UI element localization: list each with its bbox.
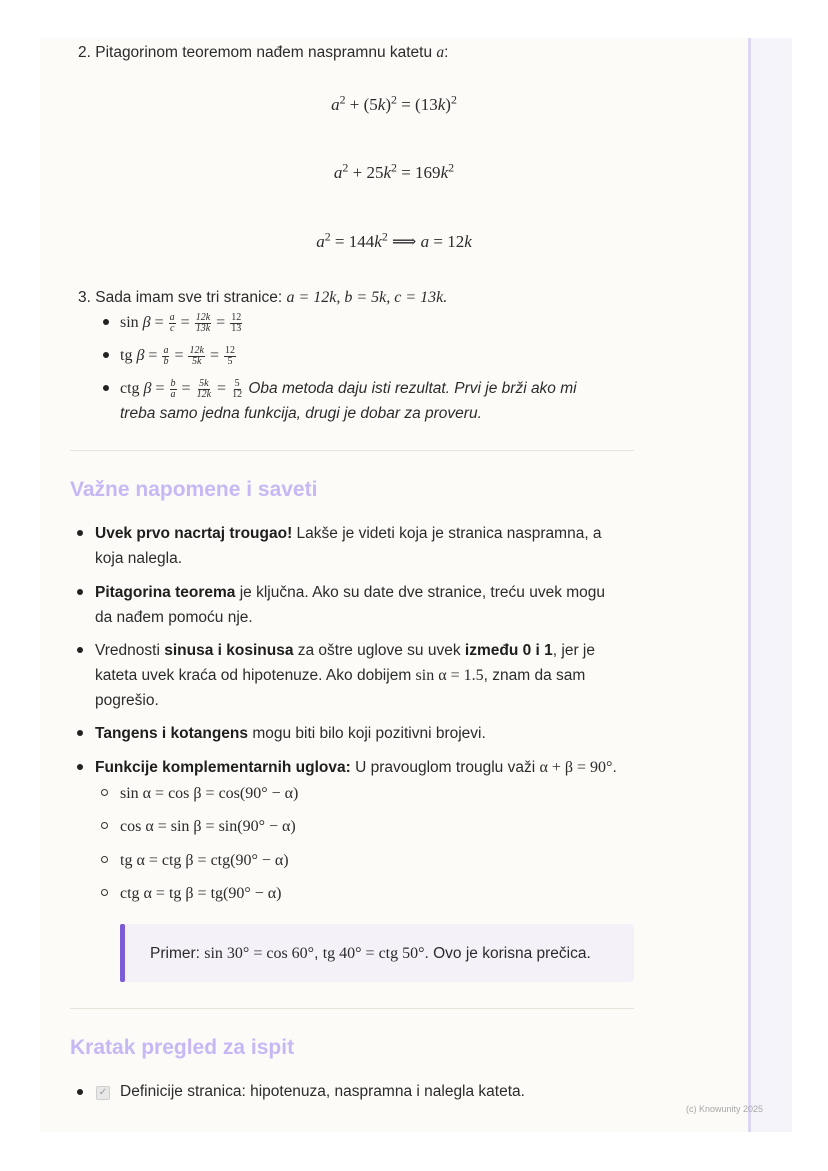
identity-1: sin α = cos β = cos(90° − α)	[120, 785, 299, 802]
bullet-dot	[77, 647, 83, 653]
tip-3-bold-2: između 0 i 1	[464, 642, 553, 659]
tip-2-line-1	[95, 580, 605, 605]
callout-text	[150, 941, 591, 966]
step-2-colon: :	[444, 44, 449, 61]
tip-3-line2-pre: kateta uvek kraća od hipotenuze. Ako dobijem	[95, 667, 416, 684]
section-heading-review: Kratak pregled za ispit	[70, 1036, 295, 1059]
tip-3-line-1	[95, 638, 595, 663]
identity-3: tg α = ctg β = ctg(90° − α)	[120, 852, 289, 869]
sin-var: β	[142, 314, 151, 331]
note-line-2: treba samo jedna funkcija, drugi je dobar za proveru.	[120, 405, 482, 422]
eq1-k: k	[377, 95, 386, 114]
step-2-label	[78, 40, 448, 65]
step-3-text: 3. Sada imam sve tri stranice:	[78, 289, 283, 306]
tip-3-math: sin α = 1.5	[415, 667, 484, 684]
frac-den: 5	[227, 355, 233, 367]
tip-2-rest: je ključna. Ako su date dve stranice, treću uvek mogu	[235, 584, 606, 601]
section-heading-tips: Važne napomene i saveti	[70, 478, 318, 501]
tip-5-end: .	[612, 759, 617, 776]
eq1-a: a	[331, 95, 340, 114]
tip-3-mid: za oštre uglove su uvek	[293, 642, 465, 659]
identity-4: ctg α = tg β = tg(90° − α)	[120, 885, 282, 902]
step-2-var: a	[436, 44, 445, 61]
step-3-sides: a = 12k, b = 5k, c = 13k.	[286, 289, 448, 306]
bullet-dot	[77, 730, 83, 736]
frac-num: 12k	[195, 311, 211, 323]
tip-3-line2-post: , znam da sam	[483, 667, 586, 684]
eq1-end: )	[445, 95, 451, 114]
identity-2: cos α = sin β = sin(90° − α)	[120, 818, 296, 835]
eq2-mid: + 25	[348, 163, 384, 182]
note-line-1: Oba metoda daju isti rezultat. Prvi je brži ako mi	[248, 380, 577, 397]
circle-bullet	[101, 789, 108, 796]
review-item-1: Definicije stranica: hipotenuza, naspramna i nalegla kateta.	[120, 1083, 525, 1100]
eq2-k2: k	[440, 163, 449, 182]
eq1-eq: = (13	[396, 95, 438, 114]
frac-den: a	[170, 388, 176, 400]
tip-1-rest: Lakše je videti koja je stranica naspramna, a	[292, 525, 602, 542]
eq3-k2: k	[464, 232, 472, 251]
tip-1-bold: Uvek prvo nacrtaj trougao!	[95, 525, 293, 542]
callout-comma: ,	[314, 945, 323, 962]
bullet-dot	[77, 764, 83, 770]
callout-accent-bar	[120, 924, 125, 982]
eq1-k2: k	[437, 95, 446, 114]
callout-post: . Ovo je korisna prečica.	[424, 945, 591, 962]
eq3-mid: = 144	[330, 232, 375, 251]
eq2-eq: = 169	[396, 163, 441, 182]
example-callout	[120, 924, 634, 982]
tip-5-math: α + β = 90°	[539, 759, 613, 776]
eq3-a: a	[316, 232, 325, 251]
tip-2-line-2: da nađem pomoću nje.	[95, 609, 253, 626]
tip-1-line-1	[95, 521, 602, 546]
tip-2-bold: Pitagorina teorema	[95, 584, 236, 601]
ctg-var: β	[143, 380, 152, 397]
eq3-k: k	[374, 232, 382, 251]
ctg-fn: ctg	[120, 380, 140, 397]
document-content: 2. Pitagorinom teoremom nađem naspramnu katetu a: $a^2 + (5k)^2 = (13k)^2$ $a^2 + 25k^2 = 169k^2$ $a^2 = 144k^2$ ⟹ a = 12k 3. Sada imam sve tri stranice: a = 12k, b = 5k, c = 13k. sin β = $\frac{a}{c}$ = $\frac{12k}{13k}$ = $\frac{12}{13}$ tg β = $\frac{a}{b}$ = $\frac{12k}{5k}$ = $\frac{12}{5}$ ctg β = $\frac{b}{a}$ = $\frac{5k}{12k}$ = $\frac{5}{12}$ Oba metoda daju isti rezultat. Prvi je brži ako mi treba samo jedna funkcija, drugi je dobar za proveru. Važne napomene i saveti Uvek prvo nacrtaj trougao! Lakše je videti koja je stranica naspramna, a koja nalegla. Pitagorina teorema je ključna. Ako su date dve stranice, treću uvek mogu da nađem pomoću nje. Vrednosti sinusa i kosinusa za oštre uglove su uvek između 0 i 1, jer je kateta uvek kraća od hipotenuze. Ako dobijem sin α = 1.5, znam da sam pogrešio. Tangens i kotangens mogu biti bilo koji pozitivni brojevi. Funkcije komplementarnih uglova: U pravouglom trouglu važi α + β = 90°. sin α = cos β = cos(90° − α) cos α = sin β = sin(90° − α) tg α = ctg β = ctg(90° − α) ctg α = tg β = tg(90° − α) Primer: sin 30° = cos 60°, tg 40° = ctg 50°. Ovo je korisna prečica. Kratak pregled za ispit ✓ Definicije stranica: hipotenuza, naspramna i nalegla kateta. (c) Knowunity 2025	[0, 0, 828, 1171]
eq3-eq: = 12	[429, 232, 465, 251]
frac-den: 13	[231, 322, 242, 334]
eq1-plus: + (5	[345, 95, 378, 114]
callout-math-1: sin 30° = cos 60°	[204, 945, 315, 962]
copyright-footer: (c) Knowunity 2025	[686, 1104, 764, 1114]
bullet-dot	[77, 1089, 83, 1095]
bullet-dot	[103, 319, 109, 325]
frac-num: 5k	[199, 377, 209, 389]
frac-num: a	[163, 344, 169, 356]
eq3-arrow: ⟹	[387, 232, 421, 251]
sin-fn: sin	[120, 314, 139, 331]
frac-den: 5k	[191, 355, 202, 367]
eq1-rparen: )	[385, 95, 392, 114]
tip-3-post: , jer je	[552, 642, 595, 659]
checkbox-checked-icon[interactable]: ✓	[96, 1086, 110, 1100]
tip-5-rest: U pravouglom trouglu važi	[350, 759, 540, 776]
bullet-dot	[103, 352, 109, 358]
sin-beta-formula: sin β = $\frac{a}{c}$ = $\frac{12k}{13k}$ = $\frac{12}{13}$	[120, 311, 242, 334]
circle-bullet	[101, 889, 108, 896]
step-2-text: 2. Pitagorinom teoremom nađem naspramnu katetu	[78, 44, 433, 61]
frac-den: 12	[232, 388, 243, 400]
eq3-a2: a	[420, 232, 430, 251]
tip-4	[95, 721, 486, 746]
step-3-label	[78, 285, 447, 310]
tip-3-pre: Vrednosti	[95, 642, 165, 659]
circle-bullet	[101, 822, 108, 829]
frac-den: c	[169, 322, 175, 334]
tg-var: β	[136, 347, 145, 364]
tip-3-line-3: pogrešio.	[95, 692, 159, 709]
tg-beta-formula: tg β = $\frac{a}{b}$ = $\frac{12k}{5k}$ = $\frac{12}{5}$	[120, 344, 235, 367]
tip-3-line-2	[95, 663, 585, 688]
eq2-a: a	[333, 163, 343, 182]
tip-3-bold-1: sinusa i kosinusa	[164, 642, 294, 659]
tip-4-bold: Tangens i kotangens	[95, 725, 249, 742]
circle-bullet	[101, 856, 108, 863]
divider	[70, 450, 634, 451]
tip-1-line-2: koja nalegla.	[95, 550, 183, 567]
tip-5	[95, 755, 617, 780]
callout-pre: Primer:	[150, 945, 205, 962]
tip-5-bold: Funkcije komplementarnih uglova:	[95, 759, 351, 776]
frac-num: a	[169, 311, 175, 323]
frac-num: 12	[231, 311, 242, 323]
frac-num: 12	[224, 344, 235, 356]
callout-math-2: tg 40° = ctg 50°	[322, 945, 425, 962]
tg-fn: tg	[120, 347, 133, 364]
tip-4-rest: mogu biti bilo koji pozitivni brojevi.	[248, 725, 486, 742]
frac-num: 5	[234, 377, 240, 389]
bullet-dot	[103, 385, 109, 391]
eq2-k: k	[383, 163, 392, 182]
divider	[70, 1008, 634, 1009]
frac-den: 13k	[195, 322, 211, 334]
bullet-dot	[77, 589, 83, 595]
frac-num: b	[170, 377, 176, 389]
frac-num: 12k	[189, 344, 204, 356]
frac-den: 12k	[196, 388, 212, 400]
ctg-beta-formula: ctg β = $\frac{b}{a}$ = $\frac{5k}{12k}$ = $\frac{5}{12}$ Oba metoda daju isti rezultat. Prvi je brži ako mi	[120, 377, 577, 400]
frac-den: b	[163, 355, 169, 367]
bullet-dot	[77, 530, 83, 536]
